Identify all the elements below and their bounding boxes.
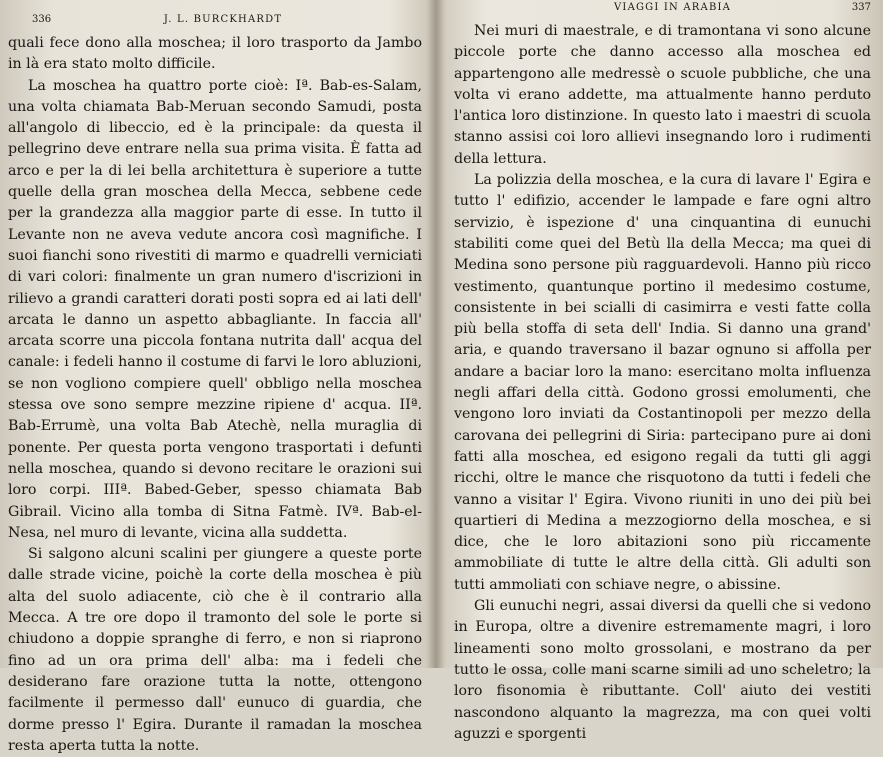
- right-running-head: [454, 2, 871, 16]
- left-paragraph: quali fece dono alla moschea; il loro trasporto da Jambo in là era stato molto difficile.: [8, 35, 422, 73]
- left-running-head: [8, 14, 422, 28]
- left-page-number: 336: [32, 14, 52, 25]
- right-page-number: 337: [851, 2, 871, 13]
- right-paragraph: Gli eunuchi negri, assai diversi da quelli che si vedono in Europa, oltre a divenire estremamente magri, i loro lineamenti sono molto grossolani, e mostrano da per tutto le ossa, colle mani scarne simili ad uno scheletro; la loro fisonomia è ributtante. Coll' aiuto dei vestiti nascondono alquanto la magrezza, ma con quei volti aguzzi e sporgenti: [454, 598, 871, 742]
- right-body-text: [454, 21, 871, 745]
- right-page: [436, 0, 883, 742]
- right-gutter-shadow: [436, 0, 446, 668]
- left-paragraph: Si salgono alcuni scalini per giungere a queste porte dalle strade vicine, poichè la corte della moschea è più alta del suolo adiacente, ciò che è il contrario alla Mecca. A tre ore dopo il tramonto del sole le porte si chiudono a doppie spranghe di ferro, e non si riaprono fino ad un ora prima dell' alba: ma i fedeli che desiderano fare orazione tutta la notte, ottengono facilmente il permesso dall' eunuco di guardia, che dorme presso l' Egira. Durante il ramadan la moschea resta aperta tutta la notte.: [8, 546, 422, 754]
- right-running-title: VIAGGI IN ARABIA: [614, 2, 732, 13]
- right-paragraph: La polizzia della moschea, e la cura di lavare l' Egira e tutto l' edifizio, accender le lampade e fare ogni altro servizio, è ispezione d' una cinquantina di eunuchi stabiliti come quei del Betù lla della Mecca; ma quei di Medina sono persone più ragguardevoli. Hanno più ricco vestimento, quantunque portino il medesimo costume, consistente in bei scialli di casimirra e vesti fatte colla più bella stoffa di seta dell' India. Si danno una grand' aria, e quando traversano il bazar ognuno si affolla per andare a baciar loro la mano: esercitano molta influenza negli affari della città. Godono grossi emolumenti, che vengono loro inviati da Costantinopoli per mezzo della carovana dei pellegrini di Siria: partecipano pure ai doni fatti alla moschea, ed esigono regali da tutti gli aggi ricchi, oltre le mance che risquotono da tutti i fedeli che vanno a visitar l' Egira. Vivono riuniti in uno dei più bei quartieri di Medina a mezzogiorno della moschea, e si dice, che le loro abitazioni sono più riccamente ammobiliate di tutte le altre della città. Gli adulti son tutti ammoliati con schiave negre, o abissine.: [454, 172, 871, 593]
- left-body-text: [8, 33, 422, 757]
- left-page: [0, 0, 436, 754]
- right-paragraph: Nei muri di maestrale, e di tramontana vi sono alcune piccole porte che danno accesso alla moschea ed appartengono alle medressè o scuole pubbliche, che una volta vi erano addette, ma attualmente hanno perduto l'antica loro distinzione. In questo lato i maestri di scuola stanno assisi coi loro allievi insegnando loro i rudimenti della lettura.: [454, 23, 871, 167]
- left-paragraph: La moschea ha quattro porte cioè: Iª. Bab-es-Salam, una volta chiamata Bab-Meruan secondo Samudi, posta all'angolo di libeccio, ed è la principale: da questa il pellegrino deve entrare nella sua prima visita. È fatta ad arco e per la di lei bella architettura è superiore a tutte quelle della gran moschea della Mecca, sebbene cede per la grandezza alla maggior parte di esse. In tutto il Levante non ne aveva vedute ancora così magnifiche. I suoi fianchi sono rivestiti di marmo e quadrelli verniciati di vari colori: finalmente un gran numero d'iscrizioni in rilievo a grandi caratteri dorati posti sopra ed ai lati dell' arcata le danno un aspetto abbagliante. In faccia all' arcata scorre una piccola fontana nutrita dall' acqua del canale: i fedeli hanno il costume di farvi le loro abluzioni, se non vogliono compiere quell' obbligo nella moschea stessa ove sono sempre mezzine ripiene d' acqua. IIª. Bab-Errumè, una volta Bab Atechè, nella muraglia di ponente. Per questa porta vengono trasportati i defunti nella moschea, quando si devono recitare le orazioni sui loro corpi. IIIª. Babed-Geber, spesso chiamata Bab Gibrail. Vicino alla tomba di Sitna Fatmè. IVª. Bab-el-Nesa, nel muro di levante, vicina alla suddetta.: [8, 77, 422, 541]
- left-gutter-shadow: [426, 0, 436, 668]
- left-running-title: J. L. BURCKHARDT: [163, 14, 283, 25]
